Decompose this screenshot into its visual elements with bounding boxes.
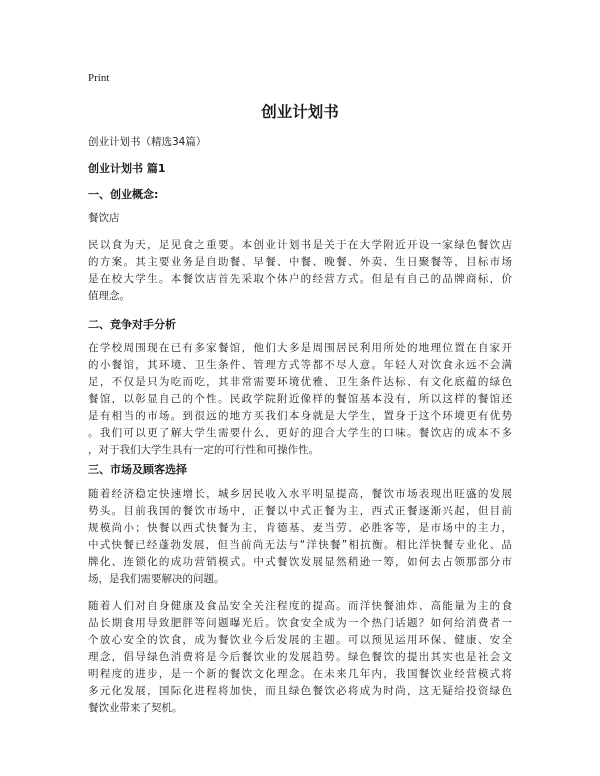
paragraph-line: ，对于我们大学生具有一定的可行性和可操作性。 <box>88 444 319 456</box>
paragraph-line: 牌化、连锁化的成功营销模式。中式餐饮发展显然稍逊一筹，如何去占领那部分市 <box>88 556 512 568</box>
print-link[interactable]: Print <box>88 72 110 84</box>
paragraph-line: 。我们可以更了解大学生需要什么，更好的迎合大学生的口味。餐饮店的成本不多 <box>88 427 512 439</box>
section-heading-concept: 一、创业概念: <box>88 188 159 201</box>
paragraph-line: 随着人们对自身健康及食品安全关注程度的提高。而洋快餐油炸、高能量为主的食 <box>88 600 512 612</box>
paragraph-line: 规模尚小；快餐以西式快餐为主，肯德基、麦当劳、必胜客等，是市场中的主力， <box>88 522 512 534</box>
paragraph-line: 理念，倡导绿色消费将是今后餐饮业的发展趋势。绿色餐饮的提出其实也是社会文 <box>88 651 512 663</box>
document-title: 创业计划书 <box>261 103 339 121</box>
paragraph-line: 场，是我们需要解决的问题。 <box>88 573 225 585</box>
paragraph-line: 随着经济稳定快速增长，城乡居民收入水平明显提高，餐饮市场表现出旺盛的发展 <box>88 488 512 500</box>
document-subtitle: 创业计划书（精选34篇） <box>88 136 207 148</box>
paragraph-line: 的方案。其主要业务是自助餐、早餐、中餐、晚餐、外卖、生日聚餐等，目标市场 <box>88 256 512 268</box>
paragraph-line: 多元化发展，国际化进程将加快，而且绿色餐饮必将成为时尚，这无疑给投资绿色 <box>88 685 512 697</box>
paragraph-line: 个放心安全的饮食，成为餐饮业今后发展的主题。可以预见运用环保、健康、安全 <box>88 634 512 646</box>
business-type-label: 餐饮店 <box>88 212 120 224</box>
paragraph-line: 在学校周围现在已有多家餐馆，他们大多是周围居民利用所处的地理位置在自家开 <box>88 342 512 354</box>
paragraph-line: 明程度的进步，是一个新的餐饮文化理念。在未来几年内，我国餐饮业经营模式将 <box>88 668 512 680</box>
paragraph-line: 是有相当的市场。到很远的地方买我们本身就是大学生，置身于这个环境更有优势 <box>88 410 512 422</box>
paragraph-line: 势头。目前我国的餐饮市场中，正餐以中式正餐为主，西式正餐逐渐兴起，但目前 <box>88 505 512 517</box>
section-heading-competitors: 二、竞争对手分析 <box>88 318 176 331</box>
paragraph-line: 餐饮业带来了契机。 <box>88 702 183 714</box>
article-heading: 创业计划书 篇1 <box>88 162 166 175</box>
paragraph-line: 民以食为天，足见食之重要。本创业计划书是关于在大学附近开设一家绿色餐饮店 <box>88 239 512 251</box>
paragraph-line: 的小餐馆，其环境、卫生条件、管理方式等都不尽人意。年轻人对饮食永远不会满 <box>88 359 512 371</box>
paragraph-line: 中式快餐已经蓬勃发展，但当前尚无法与“洋快餐”相抗衡。相比洋快餐专业化、品 <box>88 539 512 551</box>
section-heading-market: 三、市场及顾客选择 <box>88 463 187 476</box>
paragraph-line: 是在校大学生。本餐饮店首先采取个体户的经营方式。但是有自己的品牌商标，价 <box>88 273 512 285</box>
paragraph-line: 餐馆，以彰显自己的个性。民政学院附近像样的餐馆基本没有，所以这样的餐馆还 <box>88 393 512 405</box>
paragraph-line: 足，不仅是只为吃而吃，其非常需要环境优雅、卫生条件达标、有文化底蕴的绿色 <box>88 376 512 388</box>
paragraph-line: 值理念。 <box>88 290 130 302</box>
paragraph-line: 品长期食用导致肥胖等问题曝光后。饮食安全成为一个热门话题？如何给消费者一 <box>88 617 512 629</box>
